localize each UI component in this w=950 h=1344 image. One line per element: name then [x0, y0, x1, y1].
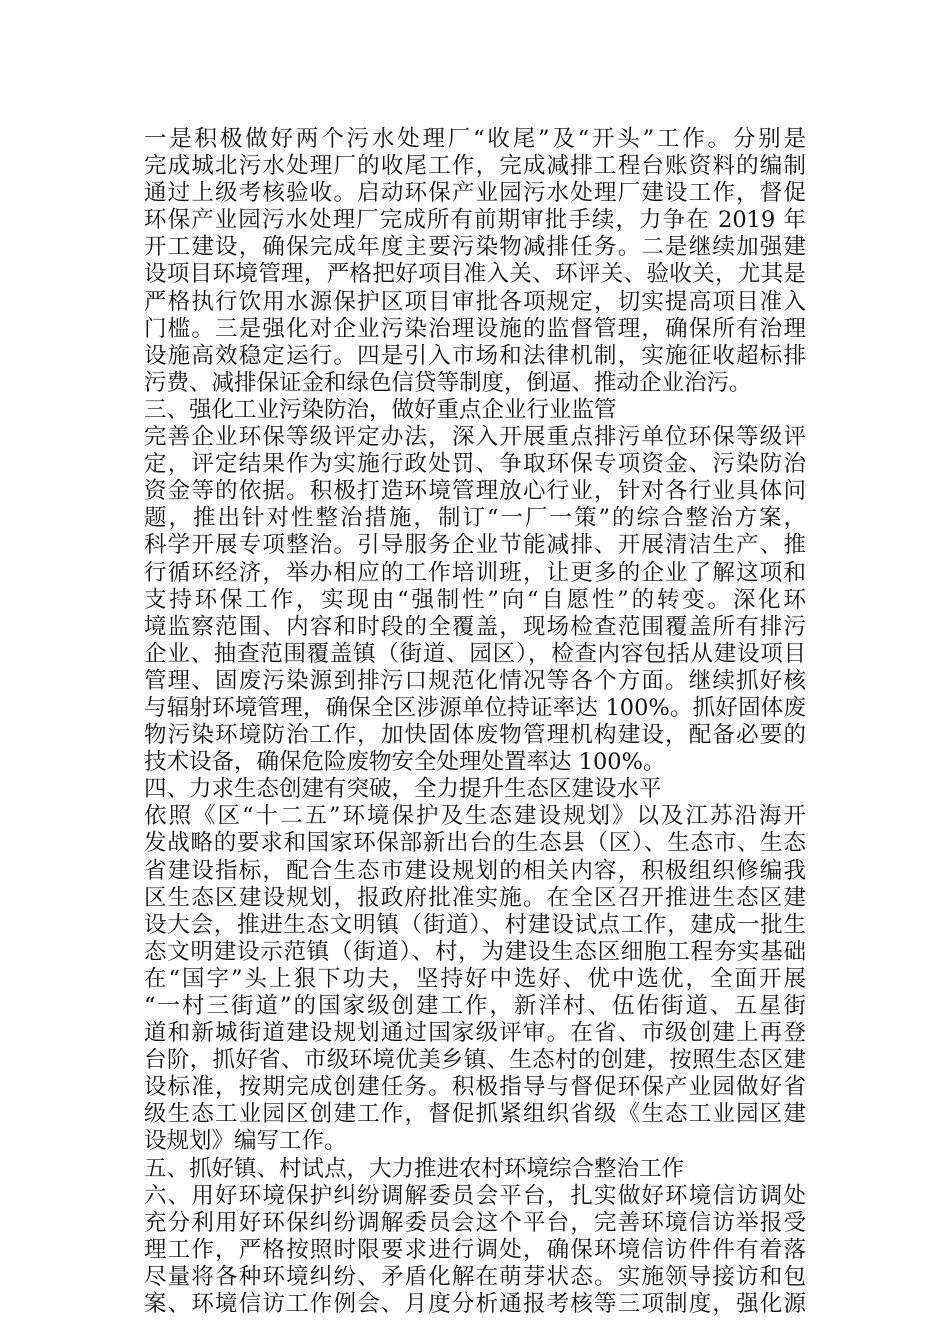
text-line: 理工作，严格按照时限要求进行调处，确保环境信访件件有着落 [144, 1236, 806, 1263]
text-line: 道和新城街道建设规划通过国家级评审。在省、市级创建上再登 [144, 1020, 806, 1047]
text-line: 境监察范围、内容和时段的全覆盖，现场检查范围覆盖所有排污 [144, 613, 806, 640]
text-line: 态文明建设示范镇（街道）、村，为建设生态区细胞工程夯实基础 [144, 938, 806, 965]
text-line: 发战略的要求和国家环保部新出台的生态县（区）、生态市、生态 [144, 830, 806, 857]
text-line: 企业、抽查范围覆盖镇（街道、园区），检查内容包括从建设项目 [144, 640, 806, 667]
text-line: 定，评定结果作为实施行政处罚、争取环保专项资金、污染防治 [144, 451, 806, 478]
text-line: 环保产业园污水处理厂完成所有前期审批手续，力争在 2019 年 [144, 207, 806, 234]
text-line: 管理、固废污染源到排污口规范化情况等各个方面。继续抓好核 [144, 667, 806, 694]
text-line: 严格执行饮用水源保护区项目审批各项规定，切实提高项目准入 [144, 288, 806, 315]
text-line: 技术设备，确保危险废物安全处理处置率达 100%。 [144, 749, 666, 776]
text-line: 通过上级考核验收。启动环保产业园污水处理厂建设工作，督促 [144, 180, 806, 207]
text-line: 尽量将各种环境纠纷、矛盾化解在萌芽状态。实施领导接访和包 [144, 1263, 806, 1290]
text-line: 物污染环境防治工作，加快固体废物管理机构建设，配备必要的 [144, 722, 806, 749]
text-line: 设项目环境管理，严格把好项目准入关、环评关、验收关，尤其是 [144, 261, 806, 288]
text-line: 台阶，抓好省、市级环境优美乡镇、生态村的创建，按照生态区建 [144, 1047, 806, 1074]
text-line: 科学开展专项整治。引导服务企业节能减排、开展清洁生产、推 [144, 532, 806, 559]
section-heading: 四、力求生态创建有突破，全力提升生态区建设水平 [144, 776, 662, 803]
text-line: 省建设指标，配合生态市建设规划的相关内容，积极组织修编我 [144, 857, 806, 884]
text-line: 支持环保工作，实现由“强制性”向“自愿性”的转变。深化环 [144, 586, 806, 613]
text-line: 行循环经济，举办相应的工作培训班，让更多的企业了解这项和 [144, 559, 806, 586]
text-line: 区生态区建设规划，报政府批准实施。在全区召开推进生态区建 [144, 884, 806, 911]
text-line: 资金等的依据。积极打造环境管理放心行业，针对各行业具体问 [144, 478, 806, 505]
text-line: 设施高效稳定运行。四是引入市场和法律机制，实施征收超标排 [144, 342, 806, 369]
text-line: “一村三街道”的国家级创建工作，新洋村、伍佑街道、五星街 [144, 993, 806, 1019]
document-body [144, 126, 806, 1318]
section-heading: 三、强化工业污染防治，做好重点企业行业监管 [144, 396, 617, 423]
text-line: 设规划》编写工作。 [144, 1128, 347, 1155]
text-line: 在“国字”头上狠下功夫，坚持好中选好、优中选优，全面开展 [144, 965, 806, 992]
text-line: 案、环境信访工作例会、月度分析通报考核等三项制度，强化源 [144, 1291, 806, 1318]
text-line: 完善企业环保等级评定办法，深入开展重点排污单位环保等级评 [144, 424, 806, 451]
text-line: 级生态工业园区创建工作，督促抓紧组织省级《生态工业园区建 [144, 1101, 806, 1128]
text-line: 充分利用好环保纠纷调解委员会这个平台，完善环境信访举报受 [144, 1209, 806, 1236]
text-line: 完成城北污水处理厂的收尾工作，完成减排工程台账资料的编制 [144, 153, 806, 180]
section-heading: 五、抓好镇、村试点，大力推进农村环境综合整治工作 [144, 1155, 685, 1182]
text-line: 门槛。三是强化对企业污染治理设施的监督管理，确保所有治理 [144, 315, 806, 342]
text-line: 设大会，推进生态文明镇（街道）、村建设试点工作，建成一批生 [144, 911, 806, 938]
text-line: 与辐射环境管理，确保全区涉源单位持证率达 100%。抓好固体废 [144, 694, 806, 721]
text-line: 污费、减排保证金和绿色信贷等制度，倒逼、推动企业治污。 [144, 369, 752, 396]
text-line: 一是积极做好两个污水处理厂“收尾”及“开头”工作。分别是 [144, 126, 806, 152]
text-line: 依照《区“十二五”环境保护及生态建设规划》以及江苏沿海开 [144, 803, 806, 830]
section-heading: 六、用好环境保护纠纷调解委员会平台，扎实做好环境信访调处 [144, 1182, 806, 1209]
text-line: 题，推出针对性整治措施，制订“一厂一策”的综合整治方案， [144, 505, 806, 532]
text-line: 设标准，按期完成创建任务。积极指导与督促环保产业园做好省 [144, 1074, 806, 1101]
text-line: 开工建设，确保完成年度主要污染物减排任务。二是继续加强建 [144, 234, 806, 261]
